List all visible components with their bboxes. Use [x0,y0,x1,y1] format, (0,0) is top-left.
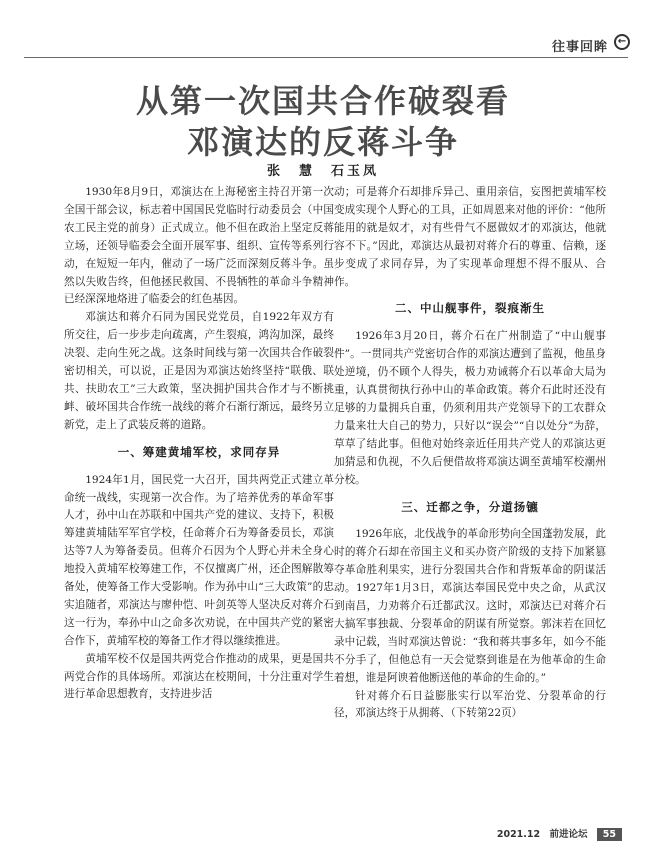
paragraph: 1926年3月20日，蒋介石在广州制造了“中山舰事件”。一贯同共产党密切合作的邓演达遭到了监视，他虽身处逆境，仍不顾个人得失，极力劝诫蒋介石以革命大局为重，认真贯彻执行孙中山的革命政策。蒋介石此时还没有足够的力量拥兵自重，仍须利用共产党领导下的工农群众力量来壮大自己的势力，只好以“误会”“自以处分”为辞，草草了结此事。但他对始终亲近任用共产党人的邓演达更加猜忌和仇视，不久后便借故将邓演达调至黄埔军校潮州分校。 [334,330,606,486]
paragraph: 针对蒋介石日益膨胀实行以军治党、分裂革命的行径，邓演达终于从拥蒋、（下转第22页） [334,689,606,720]
paragraph: 黄埔军校不仅是国共两党合作推动的成果，更是国共两党合作的具体场所。邓演达在校期间，十分注重对学生进行革命思想教育，支持进步活 [64,652,334,701]
paragraph: 1930年8月9日，邓演达在上海秘密主持召开第一次全国干部会议，标志着中国国民党临时行动委员会（中国农工民主党的前身）正式成立。他不但在政治上坚定反蒋立场，还领导临委会全面开展军事、组织、宣传等系列行动，在短短一年内，催动了一场广泛而深刻反蒋斗争。虽然以失败告终，但他拯民救国、不畏牺牲的革命斗争精神已经深深地烙进了临委会的红色基因。 [64,186,334,306]
section-heading-3: 三、迁都之争，分道扬镳 [401,499,539,514]
issue-date: 2021.12 [496,829,541,840]
circle-arrow-icon: ← [614,34,630,50]
paragraph: 邓演达和蒋介石同为国民党党员，自1922年双方有所交往，后一步步走向疏离，产生裂痕，鸿沟加深，最终决裂、走向生死之战。这条时间线与第一次国共合作破裂密切相关，可以说，正是因为邓演达始终坚持“联俄、联共、扶助农工”三大政策，坚决拥护国共合作才与不断挑衅、破坏国共合作统一战线的蒋介石渐行渐远，最终另立新党，走上了武装反蒋的道路。 [64,311,334,431]
section-label: 往事回眸 [551,40,608,55]
page-number: 55 [597,828,622,841]
right-column [334,184,606,723]
article-title-line1: 从第一次国共合作破裂看 [135,82,510,120]
paragraph: 1926年底，北伐战争的革命形势向全国蓬勃发展，此时的蒋介石却在帝国主义和买办资产阶级的支持下加紧篡夺革命胜利果实，进行分裂国共合作和背叛革命的阴谋活动。1927年1月3日，邓演达奉国民党中央之命，从武汉到南昌，力劝蒋介石迁都武汉。这时，邓演达已对蒋介石大搞军事独裁、分裂革命的阴谋有所觉察。郭沫若在回忆录中记载，当时邓演达曾说：“我和蒋共事多年，如今不能不分手了，但他总有一天会觉察到谁是在为他革命的生命着想，谁是阿谀着他断送他的革命的生命的。” [334,528,606,684]
header-rule [24,57,628,58]
paragraph: 动；可是蒋介石却排斥异己、重用亲信，妄图把黄埔军校变成实现个人野心的工具，正如周恩来对他的评价：“他所能用的就是奴才，对有些骨气不愿做奴才的邓演达，他就容不下。”因此，邓演达从最初对蒋介石的尊重、信赖，逐步变成了求同存异，为了实现革命理想不得不服从、合作。 [334,186,606,288]
magazine-name: 前进论坛 [549,829,588,840]
page-footer [497,826,622,841]
paragraph: 1924年1月，国民党一大召开，国共两党正式建立革命统一战线，实现第一次合作。为了培养优秀的革命军事人才，孙中山在苏联和中国共产党的建议、支持下，积极筹建黄埔陆军军官学校，任命蒋介石为筹备委员长，邓演达等7人为筹备委员。但蒋介石因为个人野心并未全身心地投入黄埔军校筹建工作，不仅擅离广州，还企图解散筹备处，使筹备工作大受影响。作为孙中山“三大政策”的忠实追随者，邓演达与廖仲恺、叶剑英等人坚决反对蒋介石这一行为，奉孙中山之命多次劝说，在中国共产党的紧密合作下，黄埔军校的筹备工作才得以继续推进。 [64,473,334,647]
section-heading-1: 一、筹建黄埔军校，求同存异 [117,444,281,459]
article-authors: 张 慧 石玉凤 [266,164,379,179]
left-column [64,184,334,704]
section-heading-2: 二、中山舰事件，裂痕渐生 [395,301,545,316]
article-title-line2: 邓演达的反蒋斗争 [186,123,459,161]
